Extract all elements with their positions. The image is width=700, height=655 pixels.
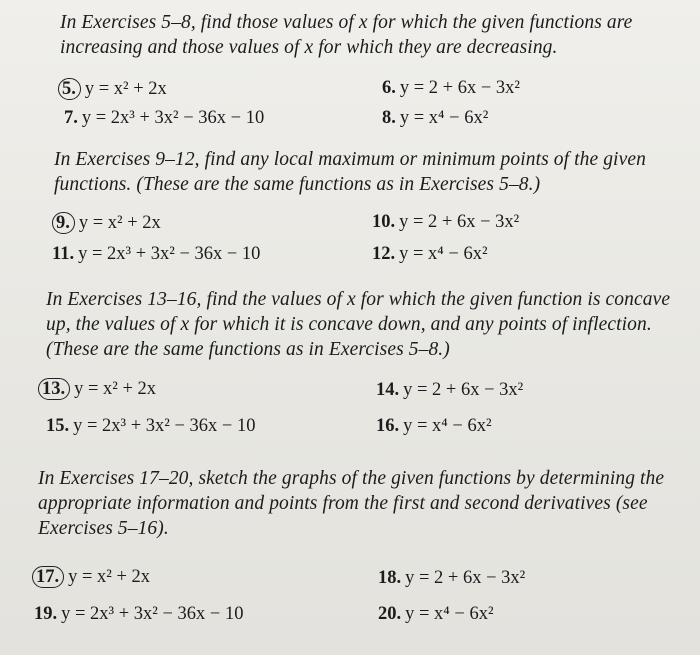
exercise-item: [372, 244, 488, 265]
equation: y = x⁴ − 6x²: [403, 416, 492, 436]
exercise-number: 19.: [34, 604, 58, 624]
exercise-item: [58, 78, 167, 100]
exercise-item: [376, 380, 523, 401]
exercise-item: [382, 78, 520, 99]
exercise-item: [52, 244, 260, 265]
exercise-item: [382, 108, 488, 129]
equation: y = 2 + 6x − 3x²: [405, 568, 526, 588]
circled-number: 17.: [32, 566, 64, 588]
equation: y = 2x³ + 3x² − 36x − 10: [73, 416, 256, 436]
exercise-number: 20.: [378, 604, 402, 624]
exercise-number: 18.: [378, 568, 402, 588]
instruction-text: In Exercises 13–16, find the values of x for which the given function is concave up, the values of x for which it is concave down, and any points of inflection. (These are the same functions as in Exercises 5–8.): [46, 289, 671, 360]
exercise-item: [38, 378, 156, 400]
exercise-number: 16.: [376, 416, 400, 436]
exercise-item: [46, 416, 255, 437]
equation: y = 2 + 6x − 3x²: [399, 78, 520, 98]
equation: y = x² + 2x: [78, 213, 161, 233]
equation: y = x² + 2x: [74, 379, 157, 399]
exercise-number: 7.: [64, 108, 78, 128]
circled-number: 13.: [38, 378, 70, 400]
exercise-item: [52, 212, 161, 234]
equation: y = 2 + 6x − 3x²: [403, 380, 524, 400]
circled-number: 5.: [58, 78, 81, 100]
exercise-number: 14.: [376, 380, 400, 400]
instruction-text: In Exercises 9–12, find any local maximum or minimum points of the given functions. (These are the same functions as in Exercises 5–8.): [54, 149, 646, 195]
equation: y = x⁴ − 6x²: [399, 244, 488, 264]
equation: y = 2 + 6x − 3x²: [399, 212, 520, 232]
exercise-number: 11.: [52, 244, 75, 264]
exercise-number: 6.: [382, 78, 396, 98]
equation: y = x² + 2x: [68, 567, 151, 587]
equation: y = x⁴ − 6x²: [405, 604, 494, 624]
equation: y = x⁴ − 6x²: [399, 108, 489, 128]
exercise-item: [376, 416, 492, 437]
exercise-item: [378, 604, 494, 625]
exercise-item: [34, 604, 243, 625]
equation: y = x² + 2x: [84, 79, 167, 99]
equation: y = 2x³ + 3x² − 36x − 10: [81, 108, 265, 128]
exercise-item: [378, 568, 525, 589]
instruction-text: In Exercises 17–20, sketch the graphs of the given functions by determining the appropriate information and points from the first and second derivatives (see Exercises 5–16).: [38, 468, 665, 539]
exercise-item: [372, 212, 519, 233]
exercise-item: [64, 108, 264, 129]
exercise-number: 10.: [372, 212, 396, 232]
exercise-number: 12.: [372, 244, 396, 264]
circled-number: 9.: [52, 212, 75, 234]
exercise-number: 15.: [46, 416, 70, 436]
instruction-text: In Exercises 5–8, find those values of x for which the given functions are increasing and those values of x for which they are decreasing.: [60, 12, 633, 58]
equation: y = 2x³ + 3x² − 36x − 10: [78, 244, 261, 264]
exercise-item: [32, 566, 150, 588]
exercise-number: 8.: [382, 108, 396, 128]
equation: y = 2x³ + 3x² − 36x − 10: [61, 604, 244, 624]
